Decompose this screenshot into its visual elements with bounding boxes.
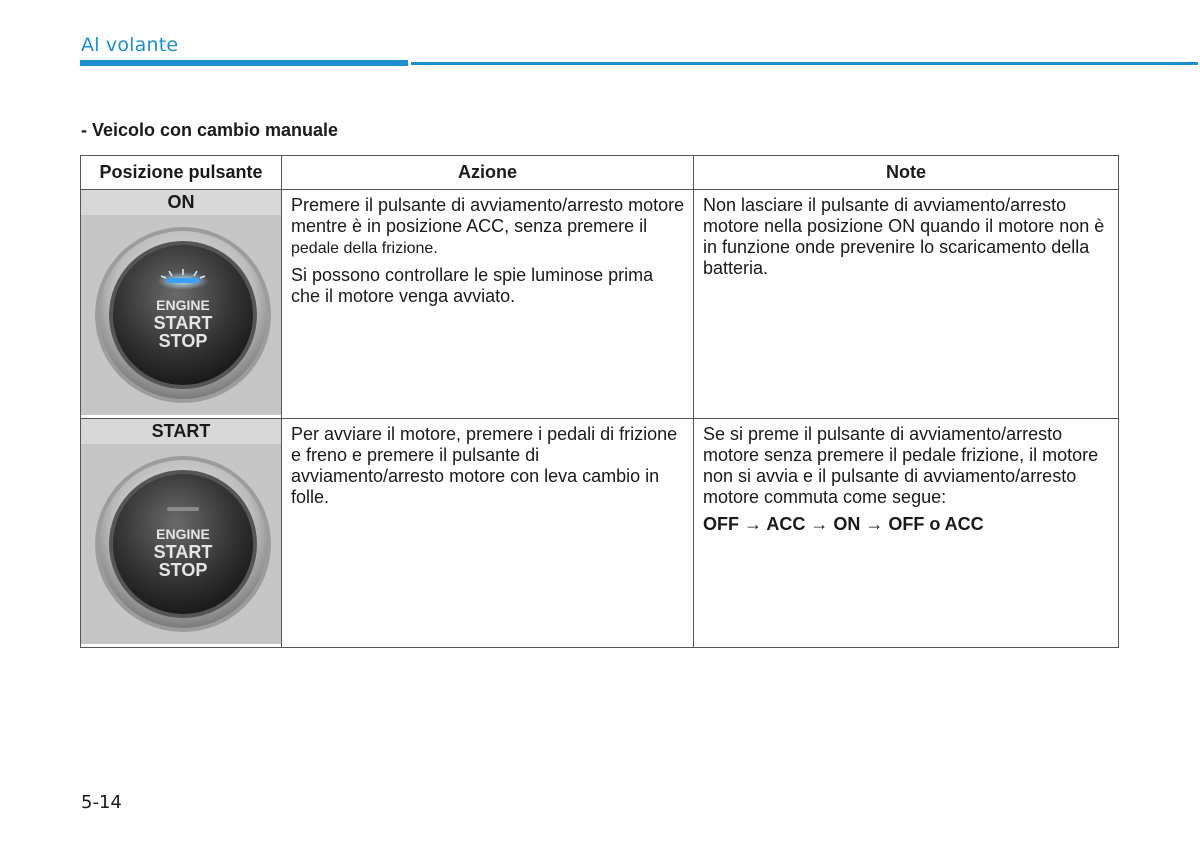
button-text-stop: STOP (158, 331, 208, 351)
engine-start-stop-button-lit-icon (81, 215, 281, 415)
button-text-start: START (153, 542, 213, 562)
column-header-action: Azione (282, 156, 694, 190)
action-cell (282, 190, 694, 419)
button-text-engine: ENGINE (156, 526, 210, 542)
action-text-small: pedale della frizione. (291, 240, 438, 257)
action-cell (282, 419, 694, 648)
note-cell (694, 190, 1119, 419)
position-label: START (81, 419, 281, 444)
column-header-position: Posizione pulsante (81, 156, 282, 190)
table-row (81, 190, 1119, 419)
engine-button-table (80, 155, 1119, 648)
note-paragraph: Non lasciare il pulsante di avviamento/arresto motore nella posizione ON quando il motore non è in funzione onde prevenire lo scaricamento della batteria. (703, 195, 1105, 278)
position-cell (81, 190, 282, 419)
action-text: Premere il pulsante di avviamento/arresto motore mentre è in posizione ACC, senza premere il (291, 195, 685, 236)
header-rule-thin (411, 62, 1198, 65)
subheading: - Veicolo con cambio manuale (81, 120, 339, 140)
section-title: Al volante (81, 34, 179, 56)
action-paragraph: Per avviare il motore, premere i pedali di frizione e freno e premere il pulsante di avviamento/arresto motore con leva cambio in folle. (291, 424, 678, 507)
action-paragraph (291, 195, 685, 259)
column-header-note: Note (694, 156, 1119, 190)
note-cycle: OFF → ACC → ON → OFF o ACC (703, 514, 984, 534)
action-paragraph-2: Si possono controllare le spie luminose prima che il motore venga avviato. (291, 265, 654, 306)
note-paragraph: Se si preme il pulsante di avviamento/arresto motore senza premere il pedale frizione, il motore non si avvia e il pulsante di avviamento/arresto motore commuta come segue: (703, 424, 1099, 507)
table-row (81, 419, 1119, 648)
button-text-engine: ENGINE (156, 297, 210, 313)
page-number: 5-14 (81, 792, 122, 813)
button-text-start: START (153, 313, 213, 333)
engine-start-stop-button-icon (81, 444, 281, 644)
position-label: ON (81, 190, 281, 215)
table-header-row (81, 156, 1119, 190)
note-cell (694, 419, 1119, 648)
position-cell (81, 419, 282, 648)
header-rule-thick (80, 60, 408, 66)
button-text-stop: STOP (158, 560, 208, 580)
